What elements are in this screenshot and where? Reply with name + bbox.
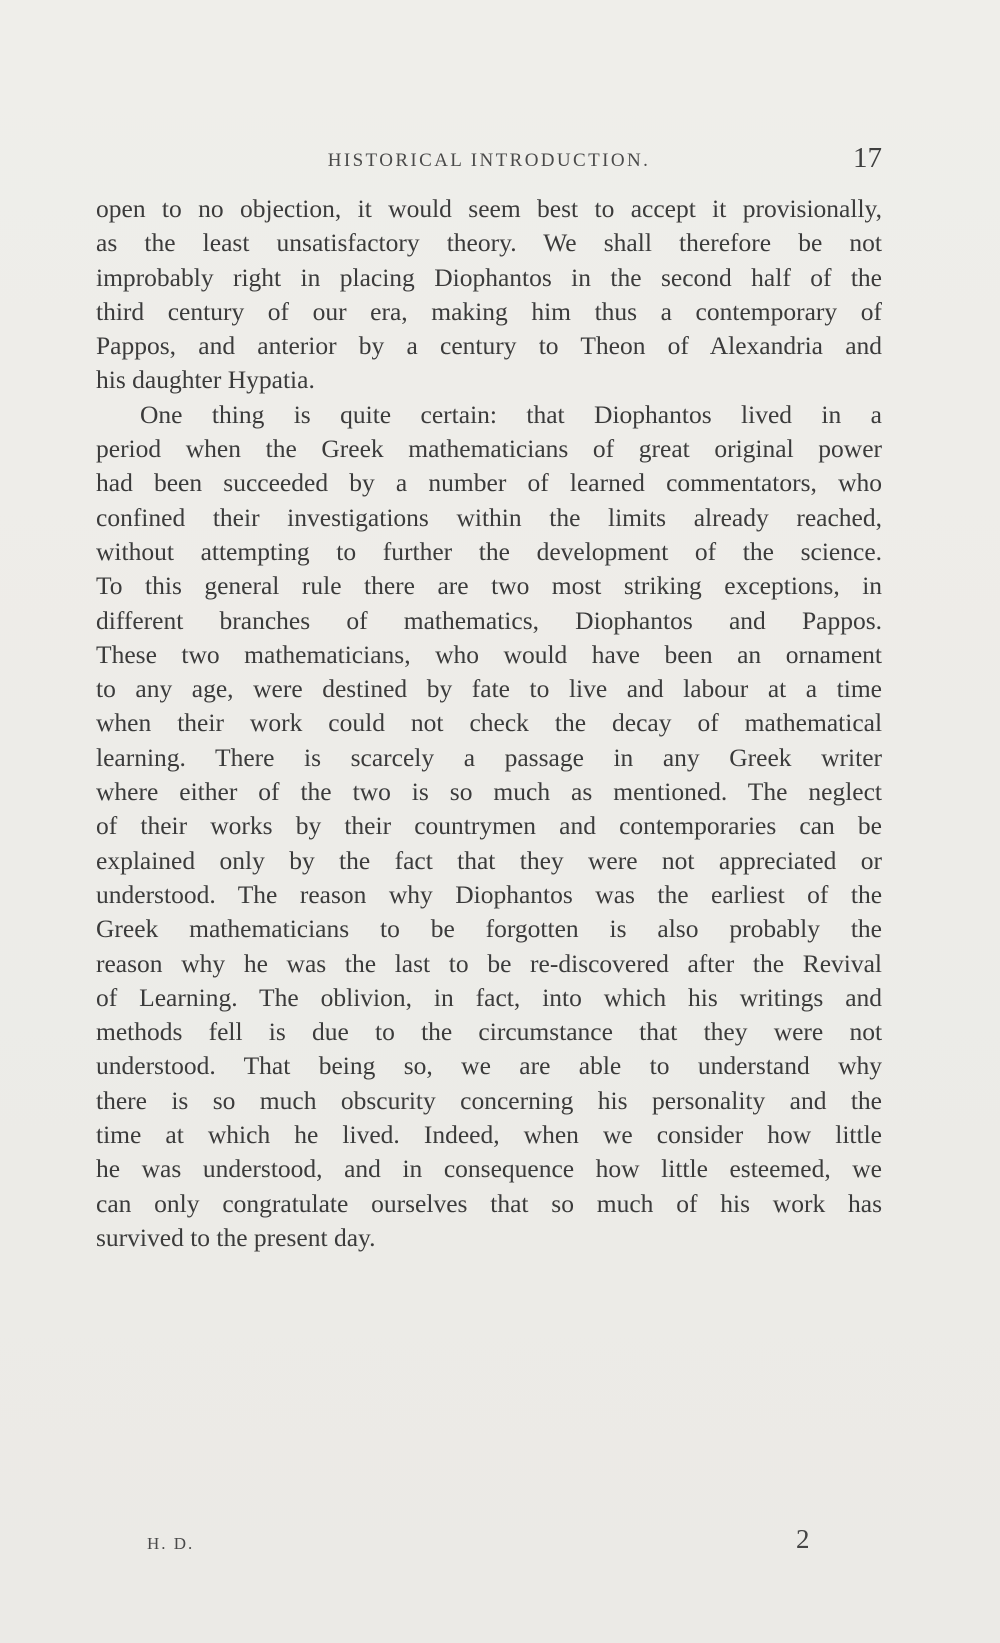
text-line: methods fell is due to the circumstance that they were not bbox=[96, 1017, 883, 1047]
text-line: Pappos, and anterior by a century to Theon of Alexandria and bbox=[96, 331, 883, 361]
text-line: period when the Greek mathematicians of great original power bbox=[96, 434, 883, 464]
text-line: These two mathematicians, who would have been an ornament bbox=[96, 639, 882, 669]
text-line: understood. That being so, we are able to understand why bbox=[96, 1051, 883, 1081]
text-line: to any age, were destined by fate to live and labour at a time bbox=[96, 674, 882, 704]
text-line: open to no objection, it would seem best to accept it provisionally, bbox=[96, 194, 882, 223]
text-line: different branches of mathematics, Diophantos and Pappos. bbox=[96, 605, 882, 635]
text-line: time at which he lived. Indeed, when we consider how little bbox=[96, 1120, 882, 1150]
text-line: when their work could not check the decay of mathematical bbox=[96, 708, 883, 738]
text-line: learning. There is scarcely a passage in any Greek writer bbox=[96, 742, 882, 772]
text-line: he was understood, and in consequence how little esteemed, we bbox=[96, 1154, 882, 1184]
text-line: without attempting to further the development of the science. bbox=[96, 536, 883, 566]
signature-mark: H. D. bbox=[147, 1534, 195, 1553]
sheet-number: 2 bbox=[796, 1524, 810, 1554]
text-line: survived to the present day. bbox=[96, 1222, 376, 1252]
text-line: of Learning. The oblivion, in fact, into which his writings and bbox=[96, 982, 883, 1012]
text-line: Greek mathematicians to be forgotten is also probably the bbox=[96, 914, 882, 944]
text-line: there is so much obscurity concerning his personality and the bbox=[96, 1085, 882, 1115]
text-line: where either of the two is so much as mentioned. The neglect bbox=[96, 777, 882, 807]
paragraph-2 bbox=[96, 398, 882, 1255]
text-line: third century of our era, making him thus a contemporary of bbox=[96, 296, 882, 326]
text-line: his daughter Hypatia. bbox=[96, 365, 315, 395]
running-title: HISTORICAL INTRODUCTION. bbox=[327, 150, 651, 171]
text-line: had been succeeded by a number of learned commentators, who bbox=[96, 468, 883, 498]
text-line: improbably right in placing Diophantos in the second half of the bbox=[96, 262, 882, 292]
body-text bbox=[96, 192, 882, 1255]
paragraph-1 bbox=[96, 192, 882, 398]
text-line: To this general rule there are two most striking exceptions, in bbox=[96, 571, 883, 601]
text-line: understood. The reason why Diophantos was the earliest of the bbox=[96, 879, 883, 909]
running-head bbox=[96, 142, 882, 182]
page-number: 17 bbox=[853, 142, 882, 174]
text-line: confined their investigations within the limits already reached, bbox=[96, 502, 882, 532]
text-line: reason why he was the last to be re-discovered after the Revival bbox=[96, 948, 883, 978]
text-line: of their works by their countrymen and contemporaries can be bbox=[96, 811, 882, 841]
text-line: explained only by the fact that they were not appreciated or bbox=[96, 845, 882, 875]
text-line: can only congratulate ourselves that so much of his work has bbox=[96, 1188, 882, 1218]
text-line: One thing is quite certain: that Diophantos lived in a bbox=[140, 399, 882, 429]
text-line: as the least unsatisfactory theory. We shall therefore be not bbox=[96, 228, 882, 258]
